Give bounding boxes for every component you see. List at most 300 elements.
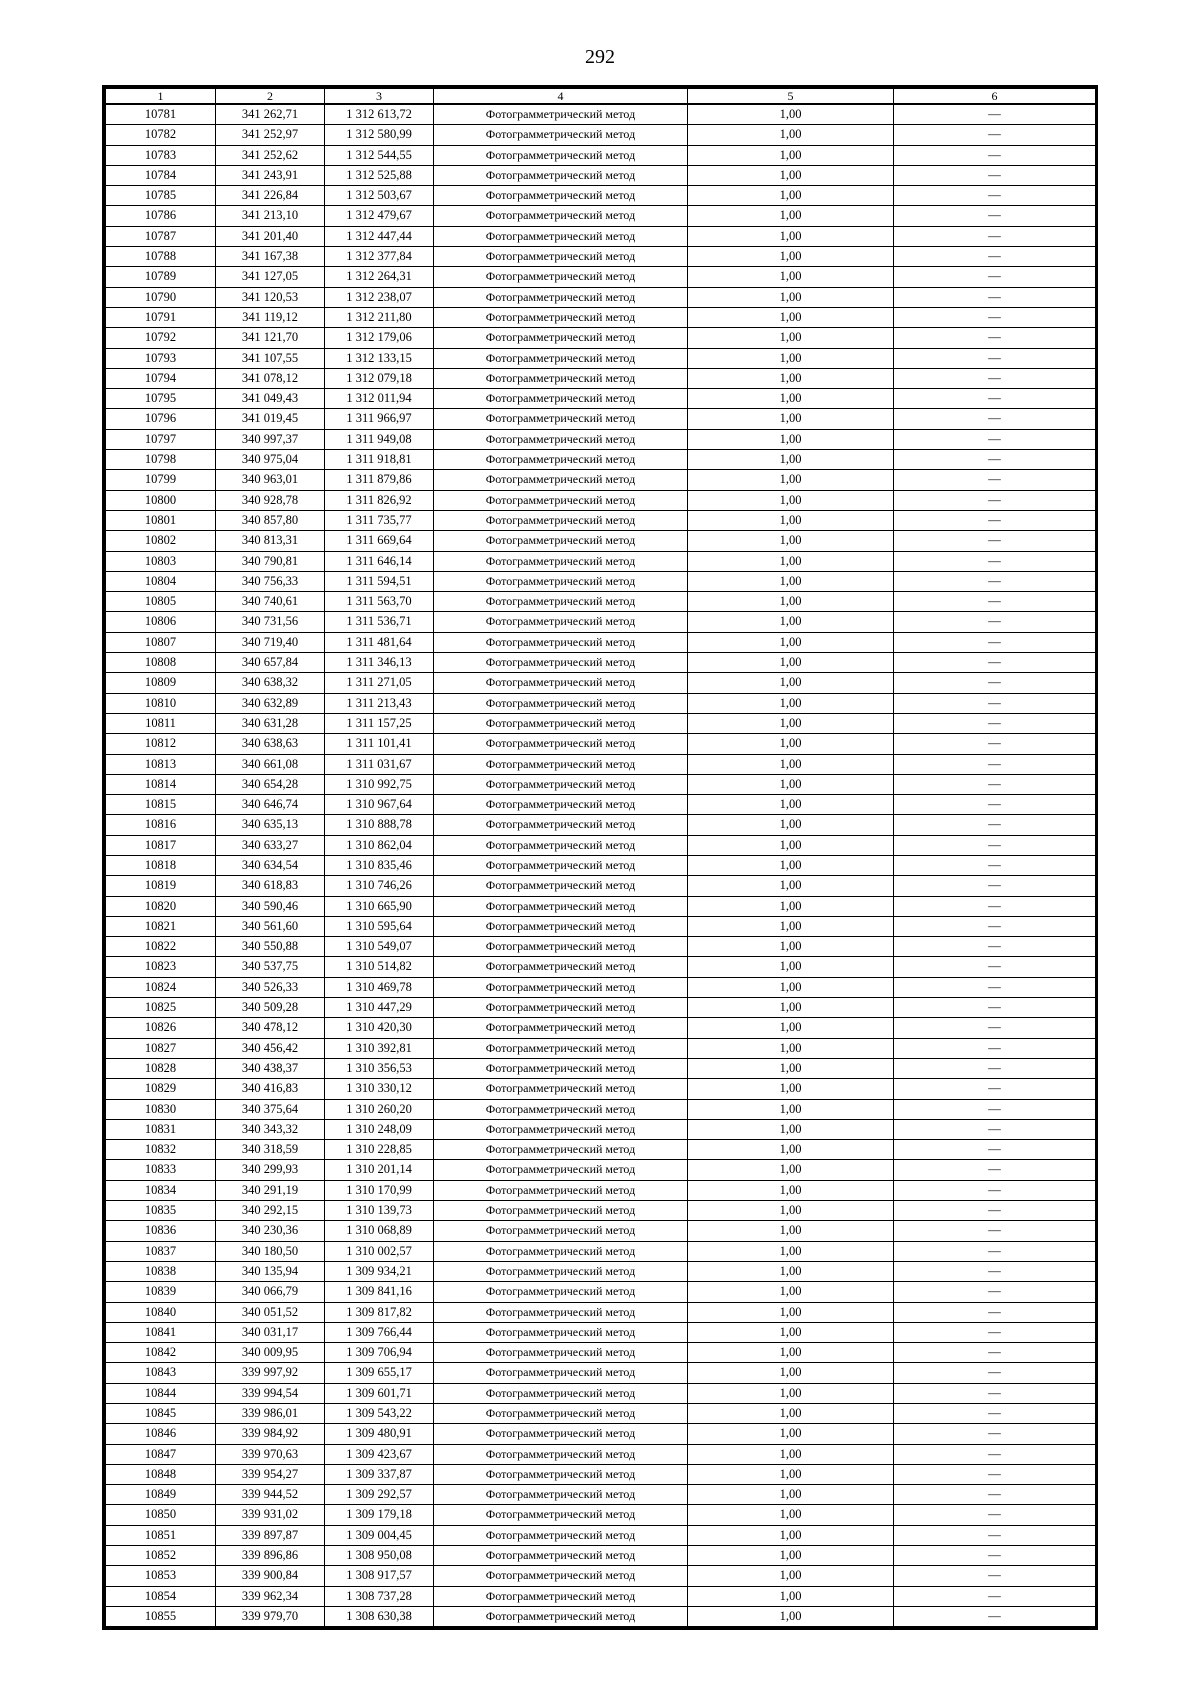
accuracy-cell: 1,00 (688, 612, 894, 632)
description-cell: — (894, 1383, 1096, 1403)
method-cell: Фотограмметрический метод (434, 1546, 688, 1566)
table-row (106, 876, 1096, 896)
y-coordinate-cell: 1 312 238,07 (325, 287, 434, 307)
description-cell: — (894, 104, 1096, 125)
table-row (106, 1241, 1096, 1261)
description-cell: — (894, 1018, 1096, 1038)
accuracy-cell: 1,00 (688, 1058, 894, 1078)
y-coordinate-cell: 1 309 337,87 (325, 1464, 434, 1484)
method-cell: Фотограмметрический метод (434, 876, 688, 896)
point-number-cell: 10850 (106, 1505, 216, 1525)
method-cell: Фотограмметрический метод (434, 1160, 688, 1180)
y-coordinate-cell: 1 312 613,72 (325, 104, 434, 125)
table-row (106, 450, 1096, 470)
x-coordinate-cell: 339 986,01 (216, 1404, 325, 1424)
method-cell: Фотограмметрический метод (434, 815, 688, 835)
method-cell: Фотограмметрический метод (434, 551, 688, 571)
description-cell: — (894, 815, 1096, 835)
accuracy-cell: 1,00 (688, 510, 894, 530)
method-cell: Фотограмметрический метод (434, 1322, 688, 1342)
x-coordinate-cell: 340 066,79 (216, 1282, 325, 1302)
description-cell: — (894, 855, 1096, 875)
y-coordinate-cell: 1 312 447,44 (325, 226, 434, 246)
table-row (106, 551, 1096, 571)
method-cell: Фотограмметрический метод (434, 287, 688, 307)
y-coordinate-cell: 1 310 862,04 (325, 835, 434, 855)
description-cell: — (894, 247, 1096, 267)
x-coordinate-cell: 340 633,27 (216, 835, 325, 855)
y-coordinate-cell: 1 310 992,75 (325, 774, 434, 794)
x-coordinate-cell: 340 526,33 (216, 977, 325, 997)
x-coordinate-cell: 339 897,87 (216, 1525, 325, 1545)
x-coordinate-cell: 339 970,63 (216, 1444, 325, 1464)
description-cell: — (894, 592, 1096, 612)
accuracy-cell: 1,00 (688, 368, 894, 388)
description-cell: — (894, 998, 1096, 1018)
table-row (106, 145, 1096, 165)
method-cell: Фотограмметрический метод (434, 1221, 688, 1241)
point-number-cell: 10793 (106, 348, 216, 368)
accuracy-cell: 1,00 (688, 409, 894, 429)
accuracy-cell: 1,00 (688, 713, 894, 733)
y-coordinate-cell: 1 312 479,67 (325, 206, 434, 226)
y-coordinate-cell: 1 312 525,88 (325, 165, 434, 185)
y-coordinate-cell: 1 310 002,57 (325, 1241, 434, 1261)
x-coordinate-cell: 340 740,61 (216, 592, 325, 612)
method-cell: Фотограмметрический метод (434, 165, 688, 185)
accuracy-cell: 1,00 (688, 1525, 894, 1545)
method-cell: Фотограмметрический метод (434, 1525, 688, 1545)
y-coordinate-cell: 1 310 330,12 (325, 1079, 434, 1099)
point-number-cell: 10784 (106, 165, 216, 185)
y-coordinate-cell: 1 311 826,92 (325, 490, 434, 510)
y-coordinate-cell: 1 312 011,94 (325, 389, 434, 409)
description-cell: — (894, 1221, 1096, 1241)
x-coordinate-cell: 340 719,40 (216, 632, 325, 652)
point-number-cell: 10845 (106, 1404, 216, 1424)
description-cell: — (894, 328, 1096, 348)
description-cell: — (894, 1160, 1096, 1180)
y-coordinate-cell: 1 312 503,67 (325, 186, 434, 206)
y-coordinate-cell: 1 308 917,57 (325, 1566, 434, 1586)
x-coordinate-cell: 341 127,05 (216, 267, 325, 287)
point-number-cell: 10783 (106, 145, 216, 165)
method-cell: Фотограмметрический метод (434, 734, 688, 754)
y-coordinate-cell: 1 309 543,22 (325, 1404, 434, 1424)
point-number-cell: 10815 (106, 795, 216, 815)
table-row (106, 1282, 1096, 1302)
method-cell: Фотограмметрический метод (434, 1201, 688, 1221)
table-row (106, 429, 1096, 449)
y-coordinate-cell: 1 310 356,53 (325, 1058, 434, 1078)
table-row (106, 1383, 1096, 1403)
x-coordinate-cell: 341 049,43 (216, 389, 325, 409)
description-cell: — (894, 1424, 1096, 1444)
description-cell: — (894, 1586, 1096, 1606)
accuracy-cell: 1,00 (688, 1464, 894, 1484)
description-cell: — (894, 368, 1096, 388)
y-coordinate-cell: 1 311 949,08 (325, 429, 434, 449)
description-cell: — (894, 267, 1096, 287)
point-number-cell: 10795 (106, 389, 216, 409)
method-cell: Фотограмметрический метод (434, 328, 688, 348)
description-cell: — (894, 1404, 1096, 1424)
y-coordinate-cell: 1 311 271,05 (325, 673, 434, 693)
description-cell: — (894, 206, 1096, 226)
description-cell: — (894, 1079, 1096, 1099)
y-coordinate-cell: 1 310 595,64 (325, 916, 434, 936)
table-row (106, 1322, 1096, 1342)
point-number-cell: 10838 (106, 1261, 216, 1281)
y-coordinate-cell: 1 312 580,99 (325, 125, 434, 145)
table-row (106, 855, 1096, 875)
accuracy-cell: 1,00 (688, 226, 894, 246)
point-number-cell: 10806 (106, 612, 216, 632)
point-number-cell: 10785 (106, 186, 216, 206)
x-coordinate-cell: 339 954,27 (216, 1464, 325, 1484)
table-row (106, 1018, 1096, 1038)
point-number-cell: 10827 (106, 1038, 216, 1058)
accuracy-cell: 1,00 (688, 1119, 894, 1139)
column-header-1: 1 (106, 89, 216, 105)
description-cell: — (894, 429, 1096, 449)
point-number-cell: 10821 (106, 916, 216, 936)
x-coordinate-cell: 340 790,81 (216, 551, 325, 571)
y-coordinate-cell: 1 312 179,06 (325, 328, 434, 348)
y-coordinate-cell: 1 310 967,64 (325, 795, 434, 815)
table-row (106, 734, 1096, 754)
method-cell: Фотограмметрический метод (434, 409, 688, 429)
point-number-cell: 10825 (106, 998, 216, 1018)
x-coordinate-cell: 340 291,19 (216, 1180, 325, 1200)
point-number-cell: 10852 (106, 1546, 216, 1566)
x-coordinate-cell: 340 661,08 (216, 754, 325, 774)
table-row (106, 1180, 1096, 1200)
description-cell: — (894, 1180, 1096, 1200)
x-coordinate-cell: 341 213,10 (216, 206, 325, 226)
table-row (106, 1079, 1096, 1099)
point-number-cell: 10794 (106, 368, 216, 388)
table-row (106, 389, 1096, 409)
method-cell: Фотограмметрический метод (434, 1383, 688, 1403)
method-cell: Фотограмметрический метод (434, 957, 688, 977)
point-number-cell: 10829 (106, 1079, 216, 1099)
x-coordinate-cell: 341 201,40 (216, 226, 325, 246)
y-coordinate-cell: 1 310 469,78 (325, 977, 434, 997)
point-number-cell: 10787 (106, 226, 216, 246)
table-row (106, 815, 1096, 835)
accuracy-cell: 1,00 (688, 1261, 894, 1281)
x-coordinate-cell: 339 896,86 (216, 1546, 325, 1566)
x-coordinate-cell: 341 120,53 (216, 287, 325, 307)
table-row (106, 632, 1096, 652)
table-row (106, 673, 1096, 693)
description-cell: — (894, 1464, 1096, 1484)
point-number-cell: 10851 (106, 1525, 216, 1545)
description-cell: — (894, 876, 1096, 896)
table-row (106, 1586, 1096, 1606)
description-cell: — (894, 1444, 1096, 1464)
accuracy-cell: 1,00 (688, 267, 894, 287)
accuracy-cell: 1,00 (688, 1566, 894, 1586)
table-row (106, 531, 1096, 551)
table-row (106, 1606, 1096, 1626)
x-coordinate-cell: 340 343,32 (216, 1119, 325, 1139)
accuracy-cell: 1,00 (688, 1140, 894, 1160)
accuracy-cell: 1,00 (688, 247, 894, 267)
y-coordinate-cell: 1 312 544,55 (325, 145, 434, 165)
y-coordinate-cell: 1 309 934,21 (325, 1261, 434, 1281)
accuracy-cell: 1,00 (688, 1586, 894, 1606)
x-coordinate-cell: 340 299,93 (216, 1160, 325, 1180)
description-cell: — (894, 977, 1096, 997)
table-row (106, 165, 1096, 185)
accuracy-cell: 1,00 (688, 389, 894, 409)
accuracy-cell: 1,00 (688, 1201, 894, 1221)
point-number-cell: 10805 (106, 592, 216, 612)
point-number-cell: 10832 (106, 1140, 216, 1160)
point-number-cell: 10816 (106, 815, 216, 835)
table-row (106, 104, 1096, 125)
x-coordinate-cell: 339 997,92 (216, 1363, 325, 1383)
method-cell: Фотограмметрический метод (434, 1444, 688, 1464)
table-row (106, 510, 1096, 530)
y-coordinate-cell: 1 311 966,97 (325, 409, 434, 429)
description-cell: — (894, 896, 1096, 916)
table-row (106, 896, 1096, 916)
method-cell: Фотограмметрический метод (434, 1282, 688, 1302)
y-coordinate-cell: 1 309 601,71 (325, 1383, 434, 1403)
table-row (106, 1261, 1096, 1281)
accuracy-cell: 1,00 (688, 1505, 894, 1525)
table-row (106, 368, 1096, 388)
x-coordinate-cell: 340 618,83 (216, 876, 325, 896)
y-coordinate-cell: 1 312 133,15 (325, 348, 434, 368)
method-cell: Фотограмметрический метод (434, 186, 688, 206)
description-cell: — (894, 1606, 1096, 1626)
x-coordinate-cell: 341 252,62 (216, 145, 325, 165)
description-cell: — (894, 1525, 1096, 1545)
accuracy-cell: 1,00 (688, 957, 894, 977)
accuracy-cell: 1,00 (688, 307, 894, 327)
table-row (106, 206, 1096, 226)
y-coordinate-cell: 1 310 228,85 (325, 1140, 434, 1160)
accuracy-cell: 1,00 (688, 1424, 894, 1444)
description-cell: — (894, 165, 1096, 185)
description-cell: — (894, 1241, 1096, 1261)
accuracy-cell: 1,00 (688, 1485, 894, 1505)
point-number-cell: 10848 (106, 1464, 216, 1484)
point-number-cell: 10823 (106, 957, 216, 977)
x-coordinate-cell: 340 509,28 (216, 998, 325, 1018)
y-coordinate-cell: 1 309 706,94 (325, 1343, 434, 1363)
point-number-cell: 10803 (106, 551, 216, 571)
description-cell: — (894, 307, 1096, 327)
y-coordinate-cell: 1 311 669,64 (325, 531, 434, 551)
method-cell: Фотограмметрический метод (434, 571, 688, 591)
point-number-cell: 10826 (106, 1018, 216, 1038)
x-coordinate-cell: 340 051,52 (216, 1302, 325, 1322)
description-cell: — (894, 1485, 1096, 1505)
y-coordinate-cell: 1 308 630,38 (325, 1606, 434, 1626)
point-number-cell: 10837 (106, 1241, 216, 1261)
description-cell: — (894, 1505, 1096, 1525)
method-cell: Фотограмметрический метод (434, 490, 688, 510)
method-cell: Фотограмметрический метод (434, 510, 688, 530)
point-number-cell: 10782 (106, 125, 216, 145)
y-coordinate-cell: 1 308 737,28 (325, 1586, 434, 1606)
accuracy-cell: 1,00 (688, 632, 894, 652)
method-cell: Фотограмметрический метод (434, 125, 688, 145)
x-coordinate-cell: 340 731,56 (216, 612, 325, 632)
description-cell: — (894, 673, 1096, 693)
description-cell: — (894, 632, 1096, 652)
table-row (106, 1525, 1096, 1545)
accuracy-cell: 1,00 (688, 206, 894, 226)
y-coordinate-cell: 1 309 292,57 (325, 1485, 434, 1505)
x-coordinate-cell: 340 638,32 (216, 673, 325, 693)
table-row (106, 470, 1096, 490)
table-row (106, 1221, 1096, 1241)
method-cell: Фотограмметрический метод (434, 1404, 688, 1424)
method-cell: Фотограмметрический метод (434, 612, 688, 632)
method-cell: Фотограмметрический метод (434, 247, 688, 267)
method-cell: Фотограмметрический метод (434, 267, 688, 287)
point-number-cell: 10786 (106, 206, 216, 226)
y-coordinate-cell: 1 311 879,86 (325, 470, 434, 490)
x-coordinate-cell: 339 944,52 (216, 1485, 325, 1505)
table-row (106, 592, 1096, 612)
method-cell: Фотограмметрический метод (434, 450, 688, 470)
table-row (106, 1038, 1096, 1058)
accuracy-cell: 1,00 (688, 1038, 894, 1058)
y-coordinate-cell: 1 311 918,81 (325, 450, 434, 470)
y-coordinate-cell: 1 310 139,73 (325, 1201, 434, 1221)
x-coordinate-cell: 339 984,92 (216, 1424, 325, 1444)
table-row (106, 1302, 1096, 1322)
table-row (106, 713, 1096, 733)
accuracy-cell: 1,00 (688, 287, 894, 307)
table-row (106, 653, 1096, 673)
table-row (106, 1464, 1096, 1484)
x-coordinate-cell: 341 252,97 (216, 125, 325, 145)
point-number-cell: 10809 (106, 673, 216, 693)
y-coordinate-cell: 1 310 170,99 (325, 1180, 434, 1200)
method-cell: Фотограмметрический метод (434, 937, 688, 957)
point-number-cell: 10830 (106, 1099, 216, 1119)
point-number-cell: 10833 (106, 1160, 216, 1180)
table-row (106, 957, 1096, 977)
accuracy-cell: 1,00 (688, 1241, 894, 1261)
x-coordinate-cell: 340 031,17 (216, 1322, 325, 1342)
x-coordinate-cell: 340 657,84 (216, 653, 325, 673)
x-coordinate-cell: 340 375,64 (216, 1099, 325, 1119)
x-coordinate-cell: 340 631,28 (216, 713, 325, 733)
x-coordinate-cell: 341 226,84 (216, 186, 325, 206)
point-number-cell: 10817 (106, 835, 216, 855)
y-coordinate-cell: 1 312 377,84 (325, 247, 434, 267)
table-row (106, 1444, 1096, 1464)
coordinates-table (105, 88, 1096, 1627)
description-cell: — (894, 1119, 1096, 1139)
table-row (106, 916, 1096, 936)
y-coordinate-cell: 1 309 817,82 (325, 1302, 434, 1322)
point-number-cell: 10855 (106, 1606, 216, 1626)
accuracy-cell: 1,00 (688, 693, 894, 713)
accuracy-cell: 1,00 (688, 876, 894, 896)
x-coordinate-cell: 340 135,94 (216, 1261, 325, 1281)
point-number-cell: 10811 (106, 713, 216, 733)
table-body (106, 104, 1096, 1627)
table-row (106, 186, 1096, 206)
table-row (106, 125, 1096, 145)
x-coordinate-cell: 340 561,60 (216, 916, 325, 936)
description-cell: — (894, 226, 1096, 246)
method-cell: Фотограмметрический метод (434, 1079, 688, 1099)
point-number-cell: 10849 (106, 1485, 216, 1505)
method-cell: Фотограмметрический метод (434, 470, 688, 490)
point-number-cell: 10804 (106, 571, 216, 591)
x-coordinate-cell: 340 963,01 (216, 470, 325, 490)
description-cell: — (894, 916, 1096, 936)
x-coordinate-cell: 340 009,95 (216, 1343, 325, 1363)
x-coordinate-cell: 340 654,28 (216, 774, 325, 794)
x-coordinate-cell: 340 292,15 (216, 1201, 325, 1221)
point-number-cell: 10810 (106, 693, 216, 713)
table-row (106, 1160, 1096, 1180)
point-number-cell: 10853 (106, 1566, 216, 1586)
method-cell: Фотограмметрический метод (434, 1241, 688, 1261)
column-header-5: 5 (688, 89, 894, 105)
accuracy-cell: 1,00 (688, 754, 894, 774)
column-header-6: 6 (894, 89, 1096, 105)
table-row (106, 307, 1096, 327)
method-cell: Фотограмметрический метод (434, 1058, 688, 1078)
description-cell: — (894, 551, 1096, 571)
table-row (106, 835, 1096, 855)
y-coordinate-cell: 1 312 211,80 (325, 307, 434, 327)
y-coordinate-cell: 1 310 835,46 (325, 855, 434, 875)
method-cell: Фотограмметрический метод (434, 896, 688, 916)
description-cell: — (894, 835, 1096, 855)
accuracy-cell: 1,00 (688, 1606, 894, 1626)
y-coordinate-cell: 1 311 157,25 (325, 713, 434, 733)
column-header-4: 4 (434, 89, 688, 105)
method-cell: Фотограмметрический метод (434, 145, 688, 165)
y-coordinate-cell: 1 311 735,77 (325, 510, 434, 530)
table-row (106, 1363, 1096, 1383)
description-cell: — (894, 653, 1096, 673)
accuracy-cell: 1,00 (688, 348, 894, 368)
x-coordinate-cell: 339 979,70 (216, 1606, 325, 1626)
x-coordinate-cell: 340 590,46 (216, 896, 325, 916)
y-coordinate-cell: 1 311 646,14 (325, 551, 434, 571)
description-cell: — (894, 734, 1096, 754)
table-row (106, 1546, 1096, 1566)
y-coordinate-cell: 1 310 746,26 (325, 876, 434, 896)
accuracy-cell: 1,00 (688, 774, 894, 794)
x-coordinate-cell: 340 180,50 (216, 1241, 325, 1261)
description-cell: — (894, 450, 1096, 470)
point-number-cell: 10839 (106, 1282, 216, 1302)
point-number-cell: 10843 (106, 1363, 216, 1383)
method-cell: Фотограмметрический метод (434, 673, 688, 693)
accuracy-cell: 1,00 (688, 551, 894, 571)
x-coordinate-cell: 341 121,70 (216, 328, 325, 348)
description-cell: — (894, 125, 1096, 145)
method-cell: Фотограмметрический метод (434, 693, 688, 713)
description-cell: — (894, 1343, 1096, 1363)
